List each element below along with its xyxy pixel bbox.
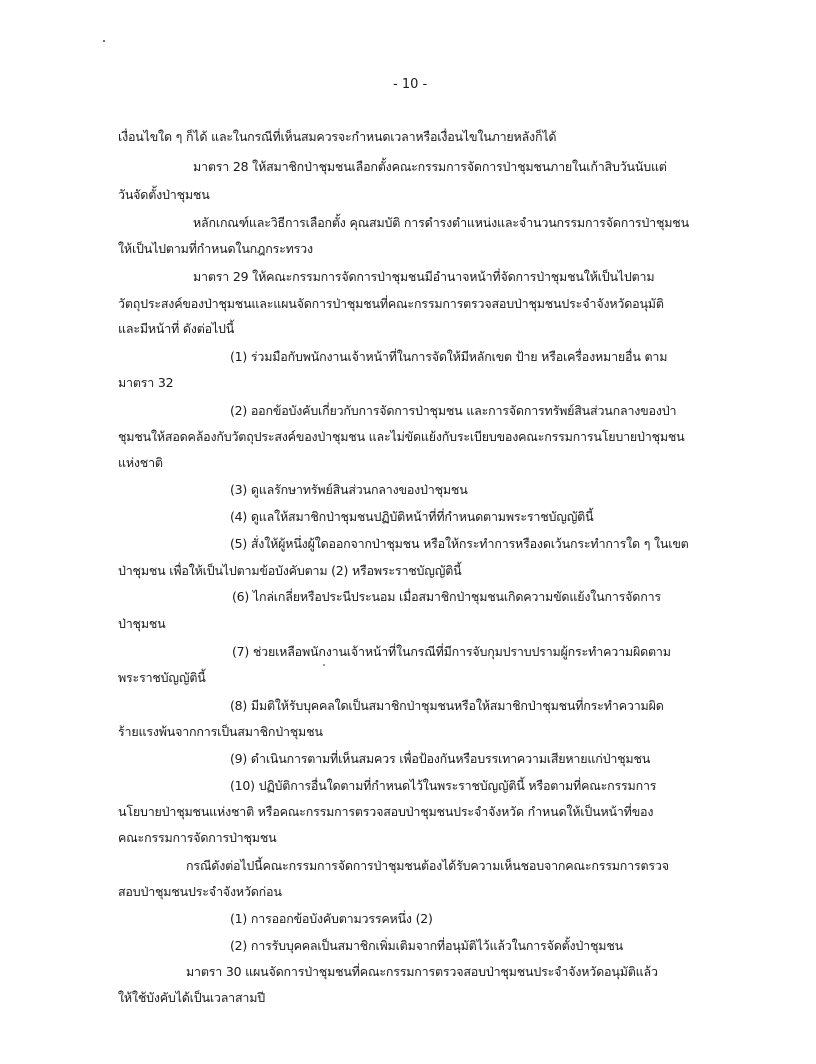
scan-speck — [103, 40, 105, 42]
list-item-2: (2) ออกข้อบังคับเกี่ยวกับการจัดการป่าชุมชน และการจัดการทรัพย์สินส่วนกลางของป่า — [230, 403, 677, 418]
text-line: ป่าชุมชน — [118, 616, 166, 631]
text-line: สอบป่าชุมชนประจำจังหวัดก่อน — [118, 884, 282, 899]
section-28-line: มาตรา 28 ให้สมาชิกป่าชุมชนเลือกตั้งคณะกรรมการจัดการป่าชุมชนภายในเก้าสิบวันนับแต่ — [193, 159, 667, 174]
list-item-9: (9) ดำเนินการตามที่เห็นสมควร เพื่อป้องกันหรือบรรเทาความเสียหายแก่ป่าชุมชน — [230, 751, 651, 766]
list-item-6: (6) ไกล่เกลี่ยหรือประนีประนอม เมื่อสมาชิกป่าชุมชนเกิดความขัดแย้งในการจัดการ — [232, 589, 661, 604]
text-line: กรณีดังต่อไปนี้คณะกรรมการจัดการป่าชุมชนต้องได้รับความเห็นชอบจากคณะกรรมการตรวจ — [186, 858, 669, 873]
text-line: แห่งชาติ — [118, 455, 163, 470]
section-29-line: มาตรา 29 ให้คณะกรรมการจัดการป่าชุมชนมีอำนาจหน้าที่จัดการป่าชุมชนให้เป็นไปตาม — [193, 269, 655, 284]
list-item-1: (1) ร่วมมือกับพนักงานเจ้าหน้าที่ในการจัดให้มีหลักเขต ป้าย หรือเครื่องหมายอื่น ตาม — [230, 349, 668, 364]
list-item-5: (5) สั่งให้ผู้หนึ่งผู้ใดออกจากป่าชุมชน หรือให้กระทำการหรืองดเว้นกระทำการใด ๆ ในเขต — [230, 536, 689, 551]
text-line: วัตถุประสงค์ของป่าชุมชนและแผนจัดการป่าชุมชนที่คณะกรรมการตรวจสอบป่าชุมชนประจำจังหวัดอนุมัติ — [118, 296, 664, 311]
scan-speck — [323, 664, 325, 666]
list-item-3: (3) ดูแลรักษาทรัพย์สินส่วนกลางของป่าชุมชน — [230, 482, 468, 497]
text-line: คณะกรรมการจัดการป่าชุมชน — [118, 830, 277, 845]
text-line: ชุมชนให้สอดคล้องกับวัตถุประสงค์ของป่าชุมชน และไม่ขัดแย้งกับระเบียบของคณะกรรมการนโยบายป่าชุมชน — [118, 429, 685, 444]
section-30-line: มาตรา 30 แผนจัดการป่าชุมชนที่คณะกรรมการตรวจสอบป่าชุมชนประจำจังหวัดอนุมัติแล้ว — [186, 964, 658, 979]
text-line: ให้เป็นไปตามที่กำหนดในกฎกระทรวง — [118, 241, 313, 256]
sub-item-1: (1) การออกข้อบังคับตามวรรคหนึ่ง (2) — [230, 911, 433, 926]
list-item-4: (4) ดูแลให้สมาชิกป่าชุมชนปฏิบัติหน้าที่ที่กำหนดตามพระราชบัญญัตินี้ — [230, 509, 594, 524]
text-line: วันจัดตั้งป่าชุมชน — [118, 187, 210, 202]
page-number: - 10 - — [393, 77, 428, 92]
text-line: หลักเกณฑ์และวิธีการเลือกตั้ง คุณสมบัติ การดำรงตำแหน่งและจำนวนกรรมการจัดการป่าชุมชน — [193, 215, 689, 230]
text-line: ป่าชุมชน เพื่อให้เป็นไปตามข้อบังคับตาม (2) หรือพระราชบัญญัตินี้ — [118, 563, 462, 578]
sub-item-2: (2) การรับบุคคลเป็นสมาชิกเพิ่มเติมจากที่อนุมัติไว้แล้วในการจัดตั้งป่าชุมชน — [230, 938, 623, 953]
text-line: นโยบายป่าชุมชนแห่งชาติ หรือคณะกรรมการตรวจสอบป่าชุมชนประจำจังหวัด กำหนดให้เป็นหน้าที่ของ — [118, 804, 654, 819]
text-line: และมีหน้าที่ ดังต่อไปนี้ — [118, 321, 235, 336]
list-item-10: (10) ปฏิบัติการอื่นใดตามที่กำหนดไว้ในพระราชบัญญัตินี้ หรือตามที่คณะกรรมการ — [230, 778, 657, 793]
list-item-7: (7) ช่วยเหลือพนักงานเจ้าหน้าที่ในกรณีที่มีการจับกุมปราบปรามผู้กระทำความผิดตาม — [232, 644, 671, 659]
text-line: ร้ายแรงพ้นจากการเป็นสมาชิกป่าชุมชน — [118, 724, 323, 739]
text-line: พระราชบัญญัตินี้ — [118, 670, 206, 685]
text-line: เงื่อนไขใด ๆ ก็ได้ และในกรณีที่เห็นสมควรจะกำหนดเวลาหรือเงื่อนไขในภายหลังก็ได้ — [118, 129, 557, 144]
text-line: มาตรา 32 — [118, 375, 174, 390]
list-item-8: (8) มีมติให้รับบุคคลใดเป็นสมาชิกป่าชุมชนหรือให้สมาชิกป่าชุมชนที่กระทำความผิด — [230, 698, 664, 713]
text-line: ให้ใช้บังคับได้เป็นเวลาสามปี — [118, 990, 266, 1005]
